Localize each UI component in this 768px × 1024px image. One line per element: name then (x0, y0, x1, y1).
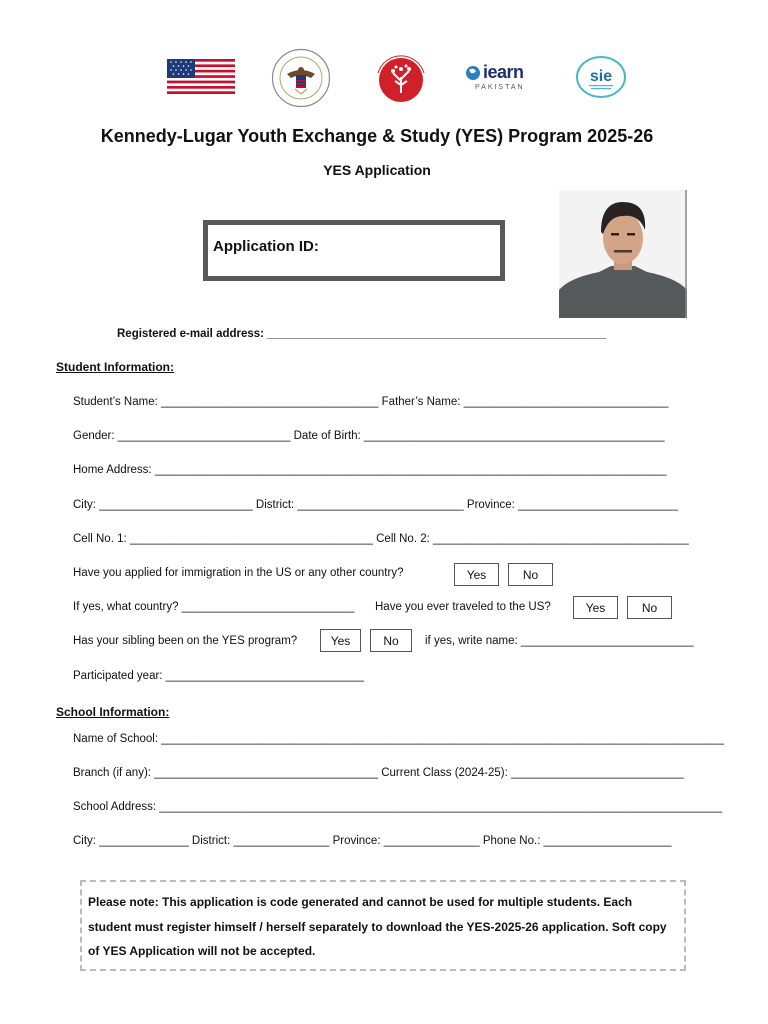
traveled-question: Have you ever traveled to the US? (375, 601, 551, 613)
immigration-yes-checkbox[interactable]: Yes (454, 563, 499, 586)
school-info-heading: School Information: (56, 705, 170, 719)
traveled-yes-checkbox[interactable]: Yes (573, 596, 618, 619)
branch-class-line: Branch (if any): ___________________________________ Current Class (2024-25): ___________________________ (73, 767, 684, 779)
kennedy-lugar-yes-logo-icon (366, 43, 436, 113)
country-question: If yes, what country? ___________________________ (73, 601, 355, 613)
iearn-name: iearn (483, 62, 524, 82)
us-mission-seal-icon (271, 48, 331, 108)
traveled-no-checkbox[interactable]: No (627, 596, 672, 619)
school-name-line: Name of School: ________________________________________________________________________________________ (73, 733, 725, 745)
school-address-line: School Address: ________________________________________________________________________________________ (73, 801, 723, 813)
sibling-yes-checkbox[interactable]: Yes (320, 629, 361, 652)
globe-icon (465, 64, 481, 82)
cell-numbers-line: Cell No. 1: ______________________________________ Cell No. 2: ________________________________________ (73, 533, 689, 545)
sie-logo-icon (575, 55, 627, 99)
gender-dob-line: Gender: ___________________________ Date of Birth: _______________________________________________ (73, 430, 665, 442)
sibling-question: Has your sibling been on the YES program? (73, 635, 298, 647)
sibling-no-checkbox[interactable]: No (370, 629, 412, 652)
school-city-line: City: ______________ District: _______________ Province: _______________ Phone No.: ____________________ (73, 835, 672, 847)
sie-mark: sie (589, 68, 613, 85)
registered-email-line: Registered e-mail address: _____________________________________________________ (117, 328, 607, 340)
us-flag-icon (167, 59, 235, 94)
iearn-sub: PAKISTAN (475, 84, 525, 91)
city-district-province-line: City: ________________________ District: __________________________ Province: _________________________ (73, 499, 678, 511)
home-address-line: Home Address: ________________________________________________________________________________ (73, 464, 667, 476)
application-id-label: Application ID: (213, 238, 319, 255)
sibling-name-line: if yes, write name: ___________________________ (425, 635, 694, 647)
page-title: Kennedy-Lugar Youth Exchange & Study (YES) Program 2025-26 (100, 126, 654, 146)
applicant-photo (559, 190, 687, 318)
page-subtitle: YES Application (323, 162, 431, 178)
immigration-no-checkbox[interactable]: No (508, 563, 553, 586)
iearn-logo (465, 62, 537, 96)
student-name-line: Student’s Name: __________________________________ Father’s Name: ________________________________ (73, 396, 669, 408)
note-text: Please note: This application is code generated and cannot be used for multiple students. Each student must register himself / herself separately to download the YES-2025-26 application. Soft copy of YES Application will not be accepted. (88, 895, 667, 958)
participated-year-line: Participated year: _______________________________ (73, 670, 364, 682)
immigration-question: Have you applied for immigration in the US or any other country? (73, 567, 404, 579)
student-info-heading: Student Information: (56, 360, 174, 374)
